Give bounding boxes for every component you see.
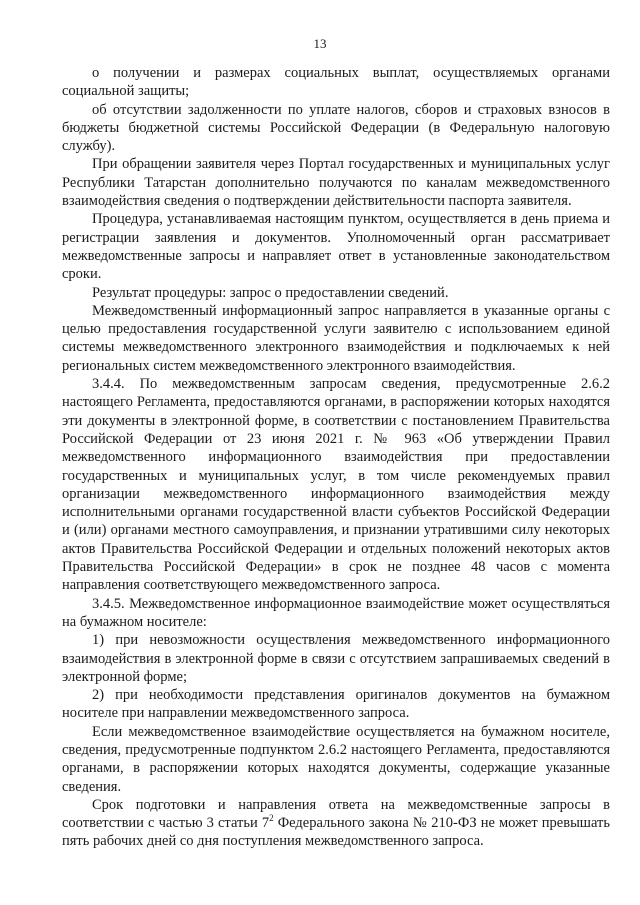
paragraph-procedure: Процедура, устанавливаемая настоящим пунктом, осуществляется в день приема и регистрации заявления и документов. Уполномоченный орган рассматривает межведомственные запросы и направляет ответ в установленные законодательством сроки. [62,211,610,283]
page-number: 13 [313,36,327,51]
paragraph-tax-debt: об отсутствии задолженности по уплате налогов, сборов и страховых взносов в бюджеты бюджетной системы Российской Федерации (в Федеральную налоговую службу). [62,101,610,155]
paragraph-item-1: 1) при невозможности осуществления межведомственного информационного взаимодействия в электронной форме в связи с отсутствием запрашиваемых сведений в электронной форме; [62,632,610,685]
paragraph-procedure-result: Результат процедуры: запрос о предоставлении сведений. [92,284,449,301]
paragraph-response-deadline [62,796,610,851]
deadline-text-start: Срок подготовки и направления ответа на межведомственные запросы в соответствии с частью 3 статьи 7 [62,796,610,832]
paragraph-social-payments: о получении и размерах социальных выплат, осуществляемых органами социальной защиты; [62,65,610,100]
paragraph-portal-passport: При обращении заявителя через Портал государственных и муниципальных услуг Республики Татарстан дополнительно получаются по каналам межведомственного взаимодействия сведения о подтверждении действительности паспорта заявителя. [62,156,610,210]
paragraph-3-4-4: 3.4.4. По межведомственным запросам сведения, предусмотренные 2.6.2 настоящего Регламента, предоставляются органами, в распоряжении которых находятся эти документы в электронной форме, в соответствии с постановлением Правительства Российской Федерации от 23 июня 2021 г. № 963 «Об утверждении Правил межведомственного информационного взаимодействия при предоставлении государственных и муниципальных услуг, в том числе рекомендуемых правил организации межведомственного информационного взаимодействия между исполнительными органами государственной власти субъектов Российской Федерации и (или) органами местного самоуправления, и признании утратившими силу некоторых актов Правительства Российской Федерации и отдельных положений некоторых актов Правительства Российской Федерации» в срок не позднее 48 часов с момента направления соответствующего межведомственного запроса. [62,376,610,594]
article-superscript: 2 [269,813,274,824]
paragraph-item-2: 2) при необходимости представления оригиналов документов на бумажном носителе при направлении межведомственного запроса. [62,687,610,722]
paragraph-interagency-request: Межведомственный информационный запрос направляется в указанные органы с целью предоставления государственной услуги заявителю с использованием единой системы межведомственного электронного взаимодействия и подключаемых к ней региональных систем межведомственного электронного взаимодействия. [62,302,610,374]
paragraph-paper-exchange: Если межведомственное взаимодействие осуществляется на бумажном носителе, сведения, предусмотренные подпунктом 2.6.2 настоящего Регламента, предоставляются органами, в распоряжении которых находятся документы, содержащие указанные сведения. [62,723,610,795]
paragraph-3-4-5: 3.4.5. Межведомственное информационное взаимодействие может осуществляться на бумажном носителе: [62,595,610,630]
deadline-text-end: Федерального закона № 210-ФЗ не может превышать пять рабочих дней со дня поступления межведомственного запроса. [62,815,610,850]
document-body [62,64,610,851]
